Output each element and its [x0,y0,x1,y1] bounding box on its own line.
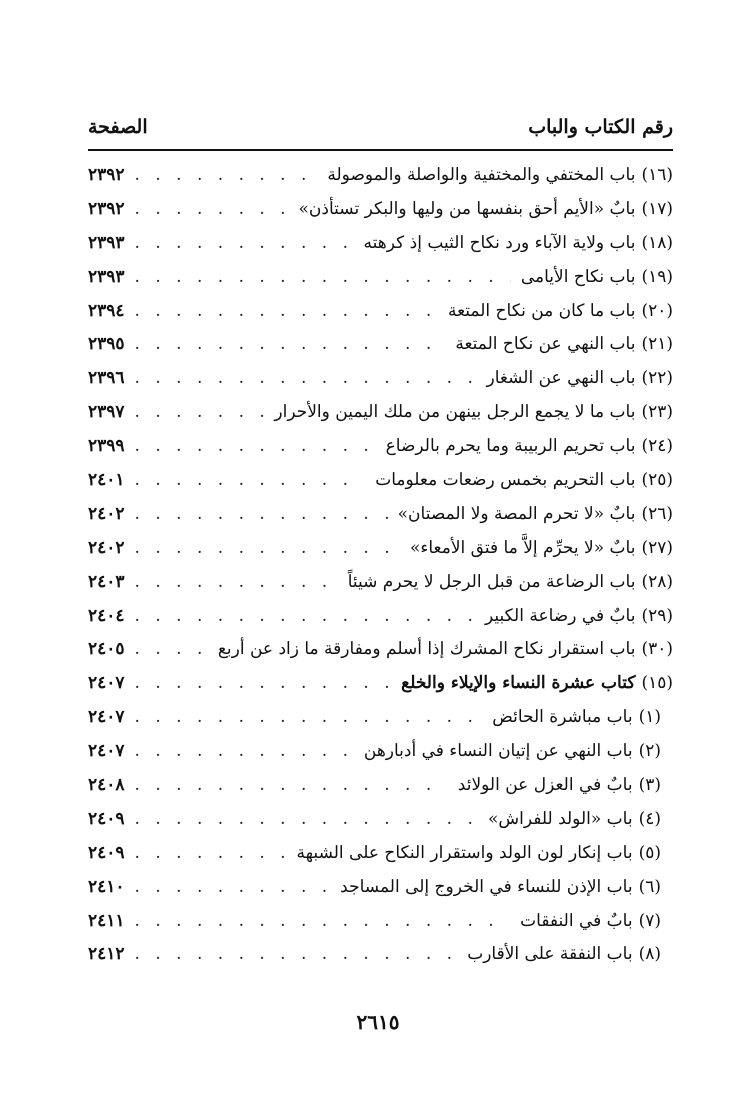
entry-title: بابٌ «لا تحرم المصة ولا المصتان» [397,503,636,524]
dot-leader [135,673,392,693]
entry-page-number: ٢٤٠٨ [88,774,125,795]
entry-number: (٢٢) [641,368,673,389]
entry-page-number: ٢٤٠٥ [88,639,125,660]
dot-leader [135,301,438,321]
entry-number: (٧) [638,910,661,931]
toc-chapter-entry [88,904,673,938]
dot-leader [135,199,289,219]
entry-title: باب تحريم الربيبة وما يحرم بالرضاع [385,436,636,457]
dot-leader [135,741,354,761]
entry-page-number: ٢٤٠٣ [88,571,125,592]
entry-title: باب الإذن للنساء في الخروج إلى المساجد [340,876,633,897]
toc-chapter-entry [88,937,673,971]
entry-page-number: ٢٤٠٧ [88,707,125,728]
toc-chapter-entry [88,226,673,260]
dot-leader [135,538,400,558]
entry-title: باب النهي عن إتيان النساء في أدبارهن [363,741,633,762]
entry-number: (٢٩) [641,605,673,626]
entry-number: (٢١) [641,334,673,355]
dot-leader [135,877,331,897]
entry-page-number: ٢٤٠٩ [88,842,125,863]
entry-page-number: ٢٤٠٧ [88,741,125,762]
entry-title: باب ولاية الآباء ورد نكاح الثيب إذ كرهته [363,232,636,253]
entry-page-number: ٢٤٠٧ [88,673,125,694]
toc-chapter-entry [88,429,673,463]
entry-page-number: ٢٤٠١ [88,469,125,490]
entry-title: باب النفقة على الأقارب [467,944,633,965]
entry-number: (٢٤) [641,436,673,457]
entry-page-number: ٢٤٠٢ [88,503,125,524]
toc-chapter-entry [88,192,673,226]
entry-page-number: ٢٤٠٤ [88,605,125,626]
toc-chapter-entry [88,531,673,565]
entry-title: باب النهي عن الشغار [486,368,636,389]
toc-chapter-entry [88,700,673,734]
header-book-chapter-label: رقم الكتاب والباب [528,116,673,138]
entry-title: باب المختفي والمختفية والواصلة والموصولة [327,164,636,185]
dot-leader [135,334,446,354]
entry-title: بابٌ «لا يحرِّم إلاَّ ما فتق الأمعاء» [409,537,636,558]
toc-chapter-entry [88,768,673,802]
toc-chapter-entry [88,294,673,328]
entry-title: باب ما لا يجمع الرجل بينهن من ملك اليمين والأحرار [274,402,636,423]
entry-number: (١٥) [641,673,673,694]
entry-number: (٢٥) [641,469,673,490]
entry-number: (١٨) [641,232,673,253]
toc-chapter-entry [88,497,673,531]
entry-title: بابٌ في النفقات [520,910,633,931]
toc-chapter-entry [88,565,673,599]
entry-title: بابٌ «الأيم أحق بنفسها من وليها والبكر تستأذن» [298,198,636,219]
entry-number: (٥) [638,842,661,863]
dot-leader [135,843,287,863]
dot-leader [135,944,458,964]
entry-title: كتاب عشرة النساء والإيلاء والخلع [401,673,636,694]
entry-page-number: ٢٣٩٧ [88,402,125,423]
entry-title: باب نكاح الأيامى [520,266,636,287]
dot-leader [135,775,448,795]
toc-book-entry [88,666,673,700]
toc-chapter-entry [88,463,673,497]
entry-number: (١٩) [641,266,673,287]
toc-chapter-entry [88,260,673,294]
entry-number: (٢٦) [641,503,673,524]
dot-leader [135,707,483,727]
entry-number: (٢٠) [641,300,673,321]
dot-leader [135,267,511,287]
entry-number: (١٦) [641,164,673,185]
toc-chapter-entry [88,836,673,870]
entry-page-number: ٢٣٩٤ [88,300,125,321]
dot-leader [135,911,511,931]
dot-leader [135,470,366,490]
entry-page-number: ٢٣٩٢ [88,164,125,185]
entry-page-number: ٢٤١٠ [88,876,125,897]
entry-title: باب الرضاعة من قبل الرجل لا يحرم شيئاً [347,571,636,592]
entry-title: باب «الولد للفراش» [488,808,633,829]
entry-page-number: ٢٣٩٥ [88,334,125,355]
entry-number: (٢٣) [641,402,673,423]
toc-chapter-entry [88,802,673,836]
dot-leader [135,504,388,524]
header-page-label: الصفحة [88,116,148,138]
entry-page-number: ٢٤٠٢ [88,537,125,558]
dot-leader [135,639,208,659]
dot-leader [135,233,354,253]
dot-leader [135,436,376,456]
entry-number: (٢٧) [641,537,673,558]
entry-number: (٣٠) [641,639,673,660]
dot-leader [135,809,478,829]
dot-leader [135,165,318,185]
toc-chapter-entry [88,361,673,395]
entry-title: بابٌ في رضاعة الكبير [485,605,636,626]
entry-title: باب إنكار لون الولد واستقرار النكاح على الشبهة [296,842,633,863]
toc-chapter-entry [88,158,673,192]
entry-title: باب ما كان من نكاح المتعة [447,300,636,321]
entry-page-number: ٢٣٩٣ [88,232,125,253]
table-header [88,112,673,142]
entry-number: (١) [638,707,661,728]
entry-title: باب استقرار نكاح المشرك إذا أسلم ومفارقة ما زاد عن أربع [217,639,636,660]
entry-title: باب مباشرة الحائض [492,707,633,728]
entry-number: (٢٨) [641,571,673,592]
toc-chapter-entry [88,734,673,768]
entry-page-number: ٢٣٩٦ [88,368,125,389]
table-of-contents [88,158,673,971]
entry-page-number: ٢٤١٢ [88,944,125,965]
page-number: ٢٦١٥ [356,1010,400,1034]
entry-page-number: ٢٣٩٩ [88,436,125,457]
entry-title: باب النهي عن نكاح المتعة [455,334,636,355]
header-rule [88,149,673,151]
entry-title: بابٌ في العزل عن الولائد [457,774,633,795]
entry-number: (١٧) [641,198,673,219]
entry-page-number: ٢٤١١ [88,910,125,931]
toc-chapter-entry [88,632,673,666]
entry-title: باب التحريم بخمس رضعات معلومات [375,469,636,490]
entry-page-number: ٢٣٩٣ [88,266,125,287]
dot-leader [135,572,338,592]
dot-leader [135,606,475,626]
toc-chapter-entry [88,327,673,361]
entry-number: (٣) [638,774,661,795]
toc-chapter-entry [88,870,673,904]
entry-number: (٢) [638,741,661,762]
dot-leader [135,368,477,388]
toc-chapter-entry [88,395,673,429]
entry-page-number: ٢٣٩٢ [88,198,125,219]
dot-leader [135,402,265,422]
entry-number: (٤) [638,808,661,829]
entry-page-number: ٢٤٠٩ [88,808,125,829]
entry-number: (٦) [638,876,661,897]
toc-chapter-entry [88,599,673,633]
entry-number: (٨) [638,944,661,965]
